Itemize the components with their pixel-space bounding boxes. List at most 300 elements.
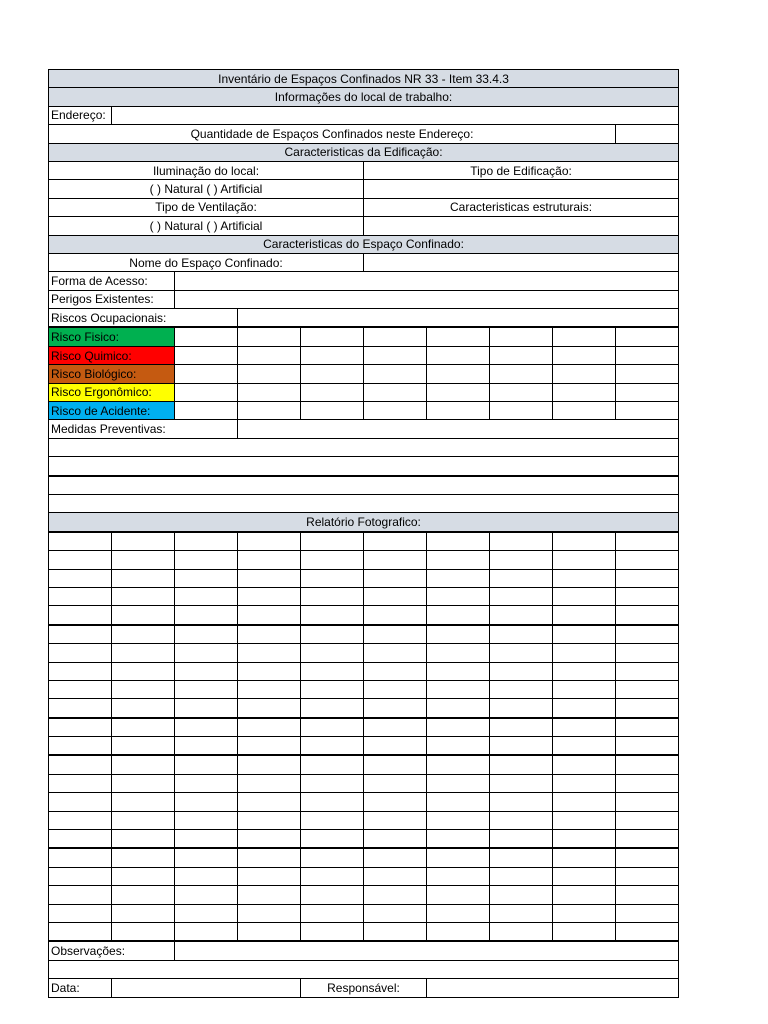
photo-cell[interactable] <box>112 811 175 829</box>
photo-cell[interactable] <box>553 755 616 774</box>
data-value[interactable] <box>112 979 301 997</box>
photo-cell[interactable] <box>427 904 490 922</box>
photo-cell[interactable] <box>427 532 490 551</box>
photo-cell[interactable] <box>112 904 175 922</box>
photo-cell[interactable] <box>112 644 175 662</box>
risk-cell[interactable] <box>553 327 616 346</box>
photo-cell[interactable] <box>301 737 364 756</box>
risk-cell[interactable] <box>175 346 238 364</box>
photo-cell[interactable] <box>301 644 364 662</box>
photo-cell[interactable] <box>364 662 427 680</box>
photo-cell[interactable] <box>490 848 553 867</box>
photo-cell[interactable] <box>364 606 427 625</box>
photo-cell[interactable] <box>616 587 679 605</box>
medidas-line-cell[interactable] <box>49 476 679 495</box>
photo-cell[interactable] <box>553 551 616 569</box>
forma-acesso-value[interactable] <box>175 272 679 290</box>
perigos-value[interactable] <box>175 290 679 308</box>
photo-cell[interactable] <box>616 867 679 885</box>
photo-cell[interactable] <box>301 848 364 867</box>
photo-cell[interactable] <box>175 811 238 829</box>
medidas-line-cell[interactable] <box>49 457 679 476</box>
photo-cell[interactable] <box>112 922 175 941</box>
photo-cell[interactable] <box>364 774 427 792</box>
risk-cell[interactable] <box>238 365 301 383</box>
photo-cell[interactable] <box>112 737 175 756</box>
photo-cell[interactable] <box>112 793 175 811</box>
photo-cell[interactable] <box>301 886 364 904</box>
photo-cell[interactable] <box>553 625 616 644</box>
photo-cell[interactable] <box>490 625 553 644</box>
risk-cell[interactable] <box>364 327 427 346</box>
photo-cell[interactable] <box>427 551 490 569</box>
medidas-line-cell[interactable] <box>49 438 679 456</box>
photo-cell[interactable] <box>238 793 301 811</box>
photo-cell[interactable] <box>175 886 238 904</box>
risk-cell[interactable] <box>301 346 364 364</box>
section-fotografico-header: Relatório Fotografico: <box>49 513 679 532</box>
photo-cell[interactable] <box>490 606 553 625</box>
photo-cell[interactable] <box>427 886 490 904</box>
photo-cell[interactable] <box>301 625 364 644</box>
risk-cell[interactable] <box>238 346 301 364</box>
photo-cell[interactable] <box>175 625 238 644</box>
risk-cell[interactable] <box>490 402 553 420</box>
photo-cell[interactable] <box>112 774 175 792</box>
responsavel-value[interactable] <box>427 979 679 997</box>
photo-cell[interactable] <box>490 718 553 737</box>
photo-row <box>49 793 679 811</box>
photo-cell[interactable] <box>490 699 553 718</box>
risk-cell[interactable] <box>364 383 427 401</box>
photo-cell[interactable] <box>112 718 175 737</box>
photo-cell[interactable] <box>364 830 427 849</box>
photo-cell[interactable] <box>616 532 679 551</box>
photo-cell[interactable] <box>553 606 616 625</box>
photo-cell[interactable] <box>616 755 679 774</box>
photo-cell[interactable] <box>49 644 112 662</box>
photo-cell[interactable] <box>490 904 553 922</box>
photo-cell[interactable] <box>175 718 238 737</box>
quantidade-value[interactable] <box>616 125 679 143</box>
photo-cell[interactable] <box>49 848 112 867</box>
risk-cell[interactable] <box>616 327 679 346</box>
photo-cell[interactable] <box>364 532 427 551</box>
photo-cell[interactable] <box>301 755 364 774</box>
photo-cell[interactable] <box>490 587 553 605</box>
photo-cell[interactable] <box>301 811 364 829</box>
photo-cell[interactable] <box>616 551 679 569</box>
iluminacao-options-row <box>49 180 679 198</box>
perigos-label: Perigos Existentes: <box>49 290 175 308</box>
risk-cell[interactable] <box>553 346 616 364</box>
photo-cell[interactable] <box>112 886 175 904</box>
risk-cell[interactable] <box>490 383 553 401</box>
risk-row <box>49 383 679 401</box>
photo-cell[interactable] <box>238 830 301 849</box>
photo-cell[interactable] <box>490 662 553 680</box>
photo-cell[interactable] <box>427 718 490 737</box>
risk-cell[interactable] <box>175 402 238 420</box>
photo-cell[interactable] <box>238 587 301 605</box>
photo-cell[interactable] <box>553 587 616 605</box>
photo-row <box>49 551 679 569</box>
photo-cell[interactable] <box>427 699 490 718</box>
photo-cell[interactable] <box>427 811 490 829</box>
photo-cell[interactable] <box>490 680 553 698</box>
photo-cell[interactable] <box>238 532 301 551</box>
photo-cell[interactable] <box>112 662 175 680</box>
risk-cell[interactable] <box>238 383 301 401</box>
photo-cell[interactable] <box>616 644 679 662</box>
photo-cell[interactable] <box>49 551 112 569</box>
medidas-line-cell[interactable] <box>49 494 679 512</box>
riscos-label: Riscos Ocupacionais: <box>49 309 238 328</box>
photo-cell[interactable] <box>427 680 490 698</box>
photo-cell[interactable] <box>238 680 301 698</box>
photo-cell[interactable] <box>49 886 112 904</box>
photo-cell[interactable] <box>490 737 553 756</box>
photo-cell[interactable] <box>238 644 301 662</box>
photo-cell[interactable] <box>49 830 112 849</box>
photo-cell[interactable] <box>301 587 364 605</box>
risk-cell[interactable] <box>238 402 301 420</box>
photo-cell[interactable] <box>112 680 175 698</box>
photo-cell[interactable] <box>427 755 490 774</box>
photo-cell[interactable] <box>616 830 679 849</box>
risk-cell[interactable] <box>616 402 679 420</box>
photo-cell[interactable] <box>490 774 553 792</box>
photo-cell[interactable] <box>490 532 553 551</box>
photo-cell[interactable] <box>427 737 490 756</box>
photo-cell[interactable] <box>301 830 364 849</box>
photo-cell[interactable] <box>490 922 553 941</box>
photo-cell[interactable] <box>175 867 238 885</box>
estruturais-value[interactable] <box>364 217 679 235</box>
photo-cell[interactable] <box>49 774 112 792</box>
photo-cell[interactable] <box>175 551 238 569</box>
inventory-form <box>48 69 679 998</box>
photo-cell[interactable] <box>616 793 679 811</box>
photo-cell[interactable] <box>364 644 427 662</box>
photo-cell[interactable] <box>238 625 301 644</box>
photo-cell[interactable] <box>49 922 112 941</box>
photo-cell[interactable] <box>238 606 301 625</box>
photo-cell[interactable] <box>49 755 112 774</box>
photo-cell[interactable] <box>238 848 301 867</box>
photo-cell[interactable] <box>49 867 112 885</box>
risk-cell[interactable] <box>616 346 679 364</box>
photo-cell[interactable] <box>553 569 616 587</box>
photo-cell[interactable] <box>364 922 427 941</box>
risk-cell[interactable] <box>616 365 679 383</box>
photo-cell[interactable] <box>616 662 679 680</box>
photo-cell[interactable] <box>616 922 679 941</box>
medidas-line <box>49 494 679 512</box>
photo-cell[interactable] <box>616 569 679 587</box>
endereco-row <box>49 106 679 124</box>
photo-cell[interactable] <box>112 532 175 551</box>
photo-cell[interactable] <box>112 699 175 718</box>
photo-cell[interactable] <box>175 774 238 792</box>
photo-cell[interactable] <box>175 755 238 774</box>
photo-cell[interactable] <box>238 922 301 941</box>
risk-cell[interactable] <box>238 327 301 346</box>
photo-cell[interactable] <box>49 569 112 587</box>
photo-cell[interactable] <box>238 904 301 922</box>
photo-cell[interactable] <box>112 867 175 885</box>
photo-cell[interactable] <box>490 886 553 904</box>
photo-cell[interactable] <box>238 718 301 737</box>
risk-ergonomico-label: Risco Ergonômico: <box>49 383 175 401</box>
photo-cell[interactable] <box>553 904 616 922</box>
photo-cell[interactable] <box>112 569 175 587</box>
photo-cell[interactable] <box>364 755 427 774</box>
photo-cell[interactable] <box>49 606 112 625</box>
photo-cell[interactable] <box>427 569 490 587</box>
nome-espaco-value[interactable] <box>364 253 679 271</box>
medidas-value[interactable] <box>238 420 679 438</box>
photo-cell[interactable] <box>301 662 364 680</box>
photo-cell[interactable] <box>112 848 175 867</box>
risk-cell[interactable] <box>175 327 238 346</box>
photo-cell[interactable] <box>490 811 553 829</box>
photo-cell[interactable] <box>427 848 490 867</box>
photo-cell[interactable] <box>301 699 364 718</box>
photo-cell[interactable] <box>301 680 364 698</box>
photo-cell[interactable] <box>553 886 616 904</box>
photo-cell[interactable] <box>490 867 553 885</box>
photo-cell[interactable] <box>616 606 679 625</box>
photo-cell[interactable] <box>364 680 427 698</box>
ventilacao-label: Tipo de Ventilação: <box>49 198 364 216</box>
photo-cell[interactable] <box>49 718 112 737</box>
risk-cell[interactable] <box>553 402 616 420</box>
photo-row <box>49 587 679 605</box>
ventilacao-options[interactable]: ( ) Natural ( ) Artificial <box>49 217 364 235</box>
photo-cell[interactable] <box>301 867 364 885</box>
photo-cell[interactable] <box>49 587 112 605</box>
photo-cell[interactable] <box>553 737 616 756</box>
photo-cell[interactable] <box>49 680 112 698</box>
photo-cell[interactable] <box>553 867 616 885</box>
observacoes-line-cell[interactable] <box>49 960 679 978</box>
photo-cell[interactable] <box>112 755 175 774</box>
iluminacao-options[interactable]: ( ) Natural ( ) Artificial <box>49 180 364 198</box>
photo-cell[interactable] <box>238 569 301 587</box>
photo-cell[interactable] <box>301 532 364 551</box>
photo-cell[interactable] <box>427 922 490 941</box>
photo-cell[interactable] <box>364 551 427 569</box>
photo-cell[interactable] <box>553 680 616 698</box>
risk-cell[interactable] <box>490 365 553 383</box>
endereco-value[interactable] <box>112 106 679 124</box>
risk-cell[interactable] <box>364 402 427 420</box>
photo-cell[interactable] <box>553 774 616 792</box>
risk-cell[interactable] <box>175 383 238 401</box>
riscos-value[interactable] <box>238 309 679 328</box>
photo-cell[interactable] <box>364 886 427 904</box>
risk-cell[interactable] <box>553 383 616 401</box>
photo-cell[interactable] <box>553 662 616 680</box>
photo-cell[interactable] <box>175 904 238 922</box>
photo-cell[interactable] <box>616 848 679 867</box>
observacoes-row <box>49 941 679 960</box>
photo-cell[interactable] <box>364 867 427 885</box>
photo-cell[interactable] <box>301 551 364 569</box>
photo-cell[interactable] <box>553 644 616 662</box>
risk-cell[interactable] <box>490 327 553 346</box>
photo-cell[interactable] <box>238 662 301 680</box>
photo-cell[interactable] <box>553 811 616 829</box>
photo-cell[interactable] <box>364 699 427 718</box>
photo-cell[interactable] <box>49 662 112 680</box>
risk-cell[interactable] <box>427 346 490 364</box>
photo-cell[interactable] <box>112 587 175 605</box>
risk-cell[interactable] <box>301 365 364 383</box>
section-espaco-header: Caracteristicas do Espaço Confinado: <box>49 235 679 253</box>
photo-cell[interactable] <box>301 718 364 737</box>
risk-cell[interactable] <box>553 365 616 383</box>
photo-cell[interactable] <box>175 793 238 811</box>
risk-cell[interactable] <box>301 402 364 420</box>
photo-cell[interactable] <box>427 606 490 625</box>
photo-cell[interactable] <box>112 606 175 625</box>
photo-cell[interactable] <box>490 569 553 587</box>
photo-cell[interactable] <box>427 644 490 662</box>
photo-cell[interactable] <box>175 662 238 680</box>
photo-cell[interactable] <box>364 904 427 922</box>
photo-cell[interactable] <box>616 737 679 756</box>
photo-cell[interactable] <box>616 718 679 737</box>
photo-cell[interactable] <box>49 811 112 829</box>
photo-cell[interactable] <box>175 680 238 698</box>
risk-cell[interactable] <box>301 383 364 401</box>
photo-cell[interactable] <box>175 737 238 756</box>
photo-cell[interactable] <box>364 737 427 756</box>
photo-cell[interactable] <box>490 755 553 774</box>
photo-cell[interactable] <box>238 811 301 829</box>
photo-cell[interactable] <box>553 830 616 849</box>
photo-cell[interactable] <box>427 587 490 605</box>
photo-cell[interactable] <box>175 532 238 551</box>
risk-cell[interactable] <box>364 365 427 383</box>
photo-cell[interactable] <box>616 886 679 904</box>
photo-cell[interactable] <box>427 662 490 680</box>
photo-cell[interactable] <box>490 793 553 811</box>
photo-cell[interactable] <box>238 737 301 756</box>
observacoes-value[interactable] <box>175 941 679 960</box>
photo-cell[interactable] <box>112 551 175 569</box>
endereco-label: Endereço: <box>49 106 112 124</box>
photo-cell[interactable] <box>49 699 112 718</box>
photo-cell[interactable] <box>616 625 679 644</box>
photo-cell[interactable] <box>175 644 238 662</box>
photo-cell[interactable] <box>49 625 112 644</box>
photo-cell[interactable] <box>49 904 112 922</box>
risk-cell[interactable] <box>490 346 553 364</box>
photo-cell[interactable] <box>301 606 364 625</box>
tipo-edificacao-value[interactable] <box>364 180 679 198</box>
photo-cell[interactable] <box>490 644 553 662</box>
photo-cell[interactable] <box>616 680 679 698</box>
photo-cell[interactable] <box>175 569 238 587</box>
risk-cell[interactable] <box>616 383 679 401</box>
photo-cell[interactable] <box>616 774 679 792</box>
photo-cell[interactable] <box>301 793 364 811</box>
forma-acesso-row <box>49 272 679 290</box>
photo-cell[interactable] <box>238 699 301 718</box>
photo-cell[interactable] <box>427 625 490 644</box>
photo-cell[interactable] <box>238 755 301 774</box>
photo-cell[interactable] <box>301 922 364 941</box>
photo-cell[interactable] <box>238 867 301 885</box>
photo-cell[interactable] <box>553 699 616 718</box>
photo-cell[interactable] <box>301 904 364 922</box>
risk-cell[interactable] <box>427 402 490 420</box>
photo-cell[interactable] <box>301 774 364 792</box>
photo-cell[interactable] <box>175 830 238 849</box>
photo-cell[interactable] <box>364 793 427 811</box>
photo-cell[interactable] <box>553 532 616 551</box>
photo-cell[interactable] <box>238 886 301 904</box>
photo-cell[interactable] <box>175 587 238 605</box>
photo-cell[interactable] <box>175 699 238 718</box>
risk-cell[interactable] <box>301 327 364 346</box>
photo-cell[interactable] <box>553 922 616 941</box>
photo-cell[interactable] <box>49 737 112 756</box>
photo-cell[interactable] <box>364 587 427 605</box>
photo-cell[interactable] <box>364 811 427 829</box>
estruturais-label: Caracteristicas estruturais: <box>364 198 679 216</box>
risk-cell[interactable] <box>427 383 490 401</box>
photo-cell[interactable] <box>175 606 238 625</box>
risk-cell[interactable] <box>427 365 490 383</box>
photo-cell[interactable] <box>616 904 679 922</box>
photo-cell[interactable] <box>616 699 679 718</box>
photo-cell[interactable] <box>427 830 490 849</box>
photo-cell[interactable] <box>553 793 616 811</box>
risk-cell[interactable] <box>364 346 427 364</box>
photo-cell[interactable] <box>490 551 553 569</box>
photo-cell[interactable] <box>49 532 112 551</box>
photo-cell[interactable] <box>616 811 679 829</box>
photo-cell[interactable] <box>364 569 427 587</box>
photo-cell[interactable] <box>364 848 427 867</box>
photo-cell[interactable] <box>301 569 364 587</box>
photo-cell[interactable] <box>49 793 112 811</box>
photo-cell[interactable] <box>364 718 427 737</box>
photo-cell[interactable] <box>112 830 175 849</box>
photo-cell[interactable] <box>238 774 301 792</box>
photo-cell[interactable] <box>427 867 490 885</box>
photo-cell[interactable] <box>238 551 301 569</box>
form-title: Inventário de Espaços Confinados NR 33 - Item 33.4.3 <box>49 70 679 88</box>
risk-cell[interactable] <box>427 327 490 346</box>
medidas-row <box>49 420 679 438</box>
photo-cell[interactable] <box>553 718 616 737</box>
photo-cell[interactable] <box>427 774 490 792</box>
photo-row <box>49 718 679 737</box>
risk-cell[interactable] <box>175 365 238 383</box>
photo-cell[interactable] <box>364 625 427 644</box>
photo-cell[interactable] <box>112 625 175 644</box>
photo-cell[interactable] <box>427 793 490 811</box>
photo-cell[interactable] <box>175 848 238 867</box>
photo-cell[interactable] <box>175 922 238 941</box>
photo-cell[interactable] <box>553 848 616 867</box>
photo-cell[interactable] <box>490 830 553 849</box>
